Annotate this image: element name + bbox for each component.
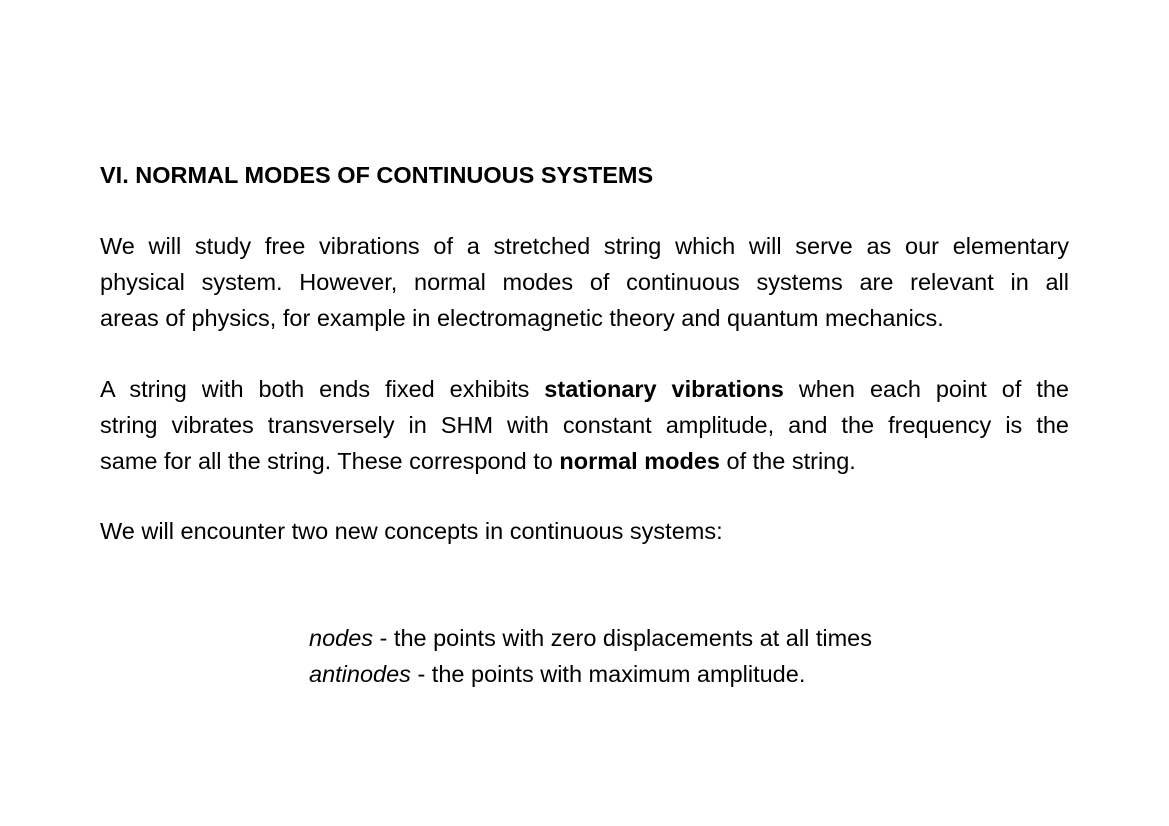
stationary-line-1-pre: A string with both ends fixed exhibits <box>100 376 545 402</box>
stationary-line-2: string vibrates transversely in SHM with constant amplitude, and the frequency is the <box>100 412 1069 438</box>
normal-modes-term: normal modes <box>559 448 720 474</box>
definition-item <box>309 656 872 692</box>
definitions-list <box>309 620 872 692</box>
definition-item <box>309 620 872 656</box>
section-heading: VI. NORMAL MODES OF CONTINUOUS SYSTEMS <box>100 162 654 188</box>
stationary-line-1 <box>100 371 1069 407</box>
stationary-line-3-pre: same for all the string. These correspond to <box>100 448 560 474</box>
concepts-intro <box>100 513 1069 549</box>
stationary-vibrations-paragraph <box>100 371 1069 479</box>
definition-desc-antinodes: - the points with maximum amplitude. <box>410 661 806 687</box>
definition-term-nodes: nodes <box>309 625 374 651</box>
definition-term-antinodes: antinodes <box>309 661 411 687</box>
concepts-intro-text: We will encounter two new concepts in continuous systems: <box>100 518 723 544</box>
stationary-vibrations-term: stationary vibrations <box>544 376 784 402</box>
stationary-line-3-post: of the string. <box>719 448 856 474</box>
stationary-line-3 <box>100 443 1069 479</box>
stationary-line-1-post: when each point of the <box>783 376 1069 402</box>
definition-desc-nodes: - the points with zero displacements at all times <box>373 625 872 651</box>
intro-line-1: We will study free vibrations of a stretched string which will serve as our elementary <box>100 233 1069 259</box>
intro-line-3: areas of physics, for example in electromagnetic theory and quantum mechanics. <box>100 305 944 331</box>
intro-line-2: physical system. However, normal modes of continuous systems are relevant in all <box>100 269 1069 295</box>
intro-paragraph <box>100 228 1069 336</box>
